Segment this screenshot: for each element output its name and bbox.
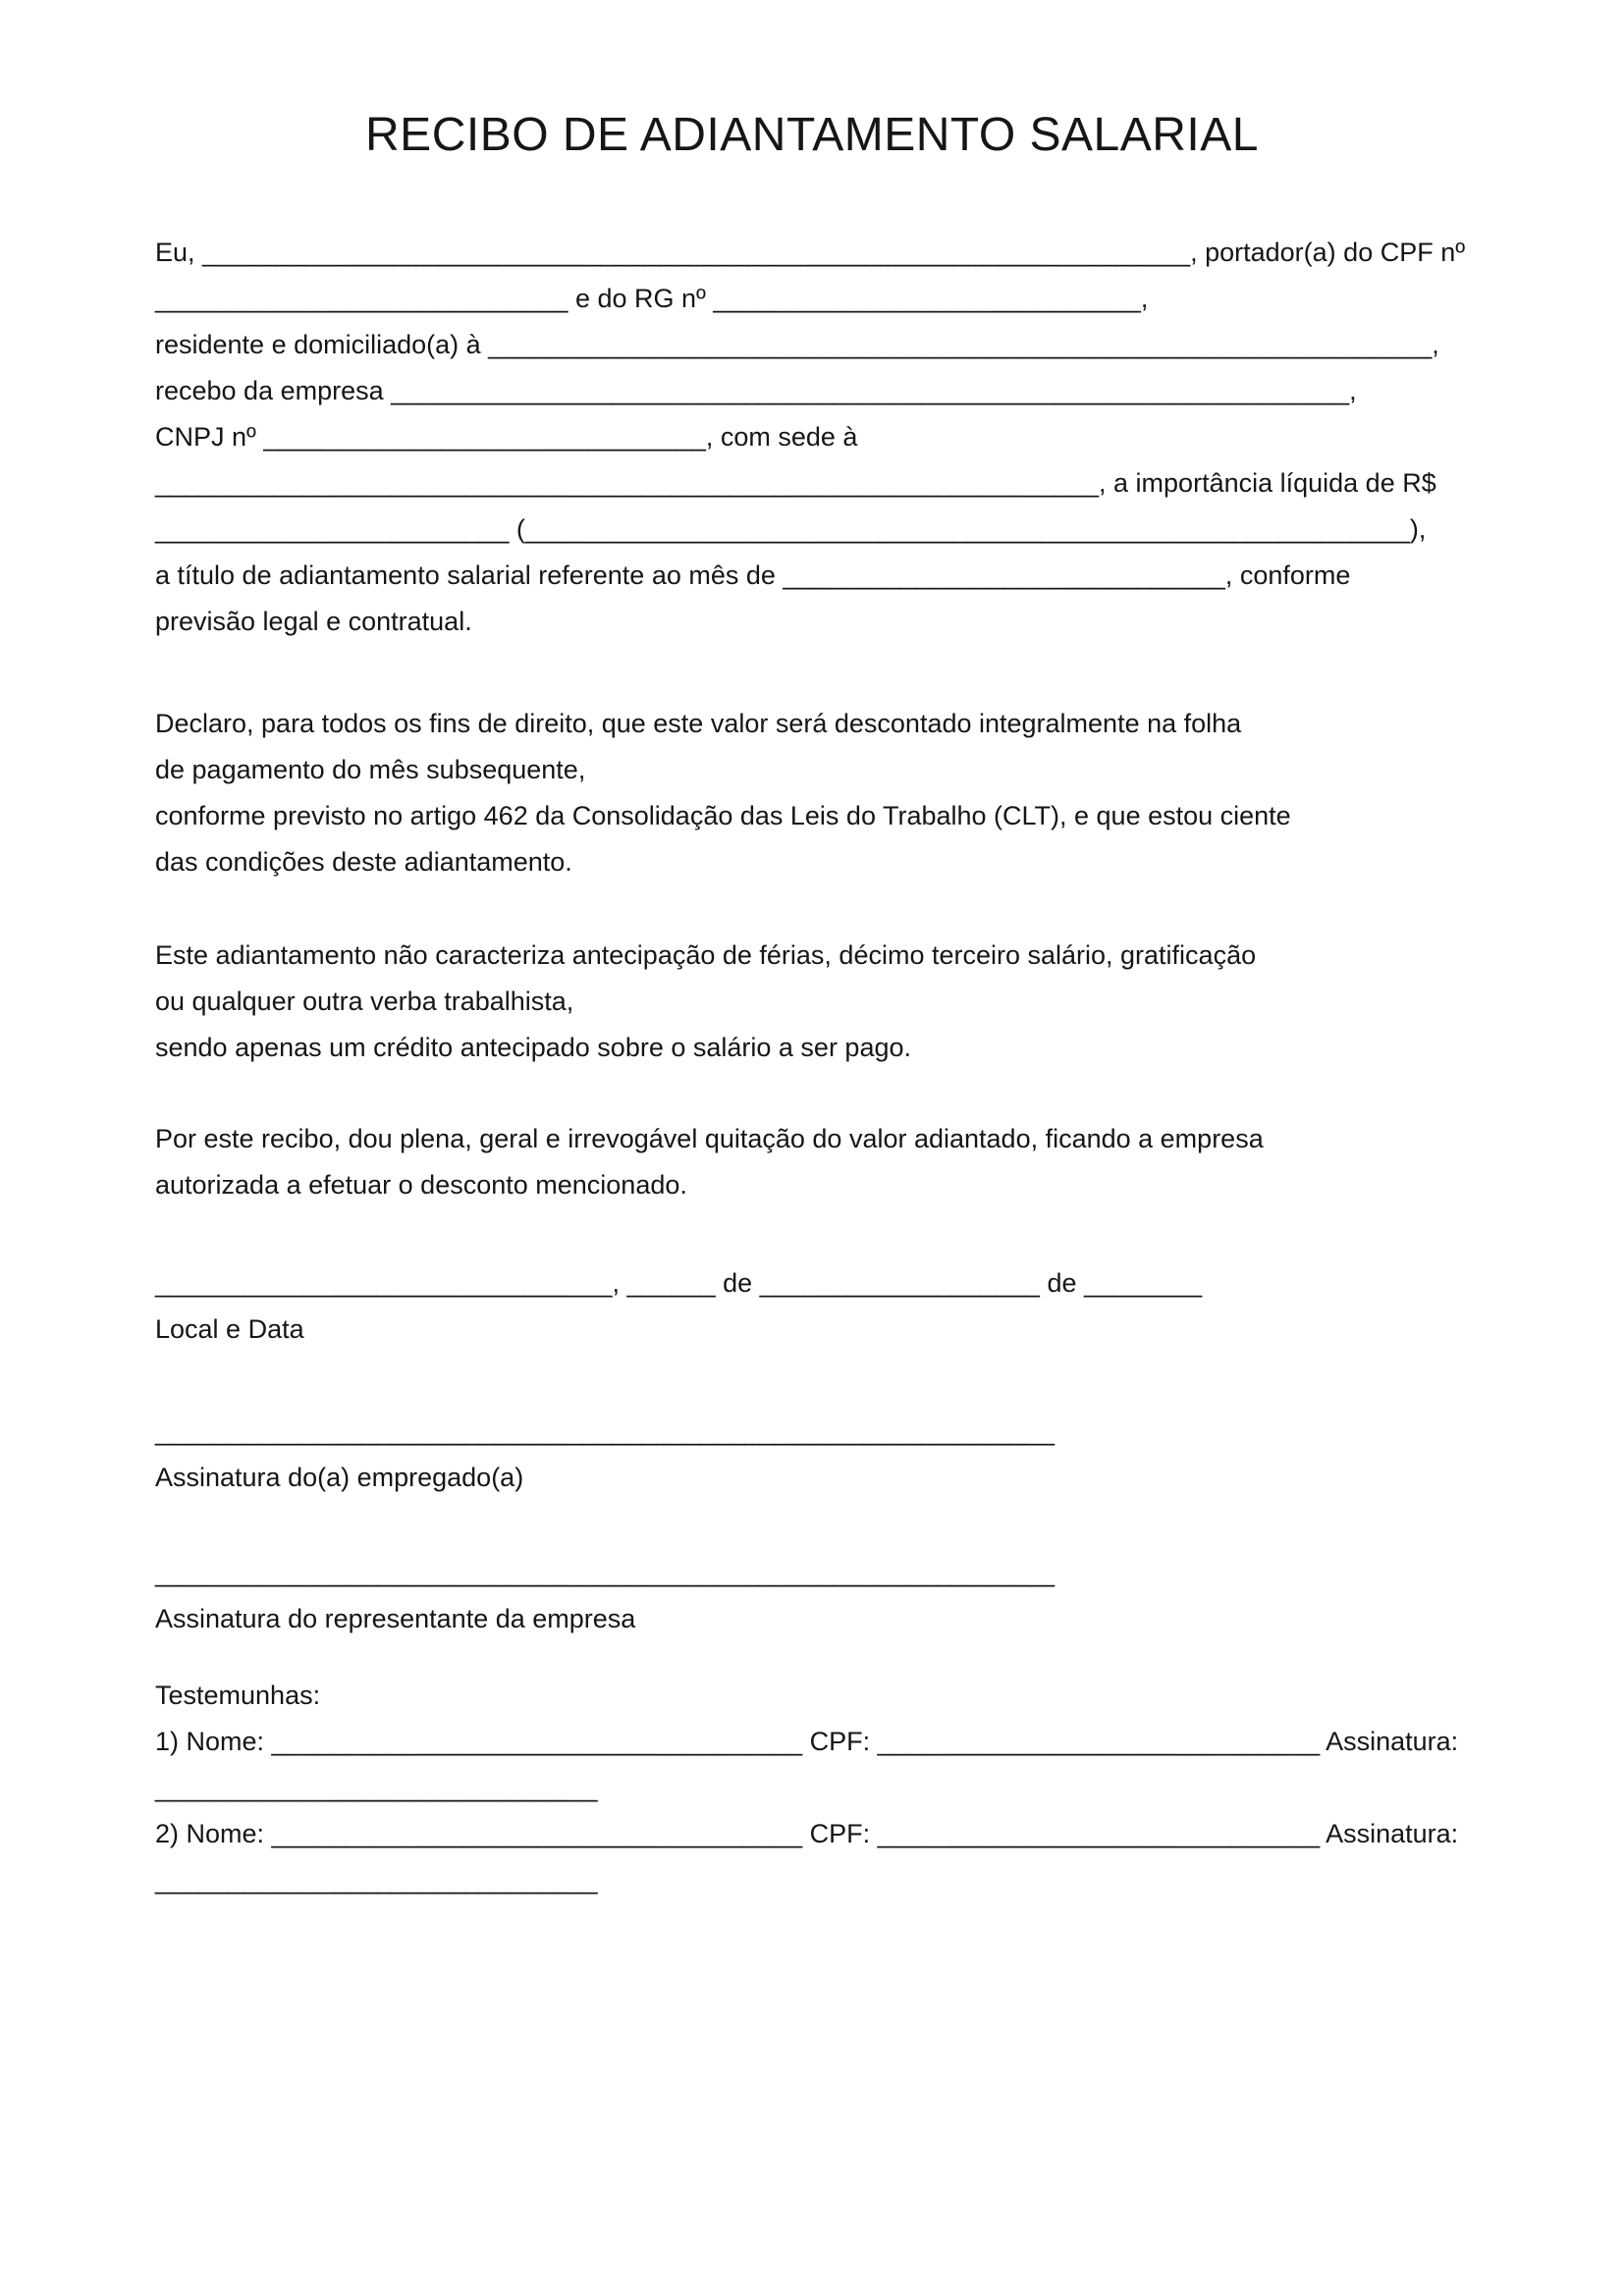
company-signature-block bbox=[155, 1550, 1595, 1642]
paragraph-line: Declaro, para todos os fins de direito, que este valor será descontado integralmente na folha bbox=[155, 709, 1242, 738]
witnesses-block bbox=[155, 1673, 1595, 1903]
form-line-identity: Eu, ___________________________________________________________________, portador(a) do CPF nº bbox=[155, 238, 1466, 267]
nature-paragraph bbox=[155, 933, 1595, 1071]
paragraph-line: de pagamento do mês subsequente, bbox=[155, 755, 586, 784]
document-title: RECIBO DE ADIANTAMENTO SALARIAL bbox=[365, 109, 1259, 161]
witness-row-2-signature-line: ______________________________ bbox=[155, 1865, 598, 1895]
employee-signature-label: Assinatura do(a) empregado(a) bbox=[155, 1463, 524, 1492]
company-signature-label: Assinatura do representante da empresa bbox=[155, 1604, 636, 1633]
paragraph-line: Por este recibo, dou plena, geral e irrevogável quitação do valor adiantado, ficando a empresa bbox=[155, 1124, 1264, 1153]
form-line-amount: ________________________________________________________________, a importância líquida de R$ bbox=[155, 468, 1436, 498]
paragraph-line: das condições deste adiantamento. bbox=[155, 847, 572, 877]
witness-row-1-signature-line: ______________________________ bbox=[155, 1773, 598, 1802]
form-line-address: residente e domiciliado(a) à ________________________________________________________________, bbox=[155, 330, 1439, 359]
employee-signature-block bbox=[155, 1409, 1595, 1501]
employee-signature-line: _____________________________________________________________ bbox=[155, 1416, 1055, 1446]
form-line-legal: previsão legal e contratual. bbox=[155, 607, 472, 636]
form-line-cnpj: CNPJ nº ______________________________, com sede à bbox=[155, 422, 858, 452]
release-paragraph bbox=[155, 1116, 1595, 1208]
paragraph-line: Este adiantamento não caracteriza antecipação de férias, décimo terceiro salário, gratificação bbox=[155, 940, 1257, 970]
opening-paragraph bbox=[155, 230, 1595, 645]
date-fill-line: _______________________________, ______ de ___________________ de ________ bbox=[155, 1268, 1203, 1298]
paragraph-line: ou qualquer outra verba trabalhista, bbox=[155, 987, 574, 1016]
declaration-paragraph bbox=[155, 701, 1595, 885]
form-line-month: a título de adiantamento salarial referente ao mês de ______________________________, conforme bbox=[155, 561, 1351, 590]
paragraph-line: sendo apenas um crédito antecipado sobre o salário a ser pago. bbox=[155, 1033, 912, 1062]
form-line-amount-words: ________________________ (____________________________________________________________), bbox=[155, 514, 1427, 544]
date-label: Local e Data bbox=[155, 1314, 304, 1344]
form-line-company: recebo da empresa _________________________________________________________________, bbox=[155, 376, 1357, 405]
paragraph-line: conforme previsto no artigo 462 da Consolidação das Leis do Trabalho (CLT), e que estou ciente bbox=[155, 801, 1291, 830]
witness-row-1: 1) Nome: ____________________________________ CPF: ______________________________ Assinatura: bbox=[155, 1727, 1459, 1756]
witnesses-heading: Testemunhas: bbox=[155, 1681, 321, 1710]
paragraph-line: autorizada a efetuar o desconto mencionado. bbox=[155, 1170, 687, 1200]
form-line-rg: ____________________________ e do RG nº _____________________________, bbox=[155, 284, 1149, 313]
company-signature-line: _____________________________________________________________ bbox=[155, 1558, 1055, 1587]
witness-row-2: 2) Nome: ____________________________________ CPF: ______________________________ Assinatura: bbox=[155, 1819, 1459, 1848]
date-block bbox=[155, 1260, 1595, 1353]
